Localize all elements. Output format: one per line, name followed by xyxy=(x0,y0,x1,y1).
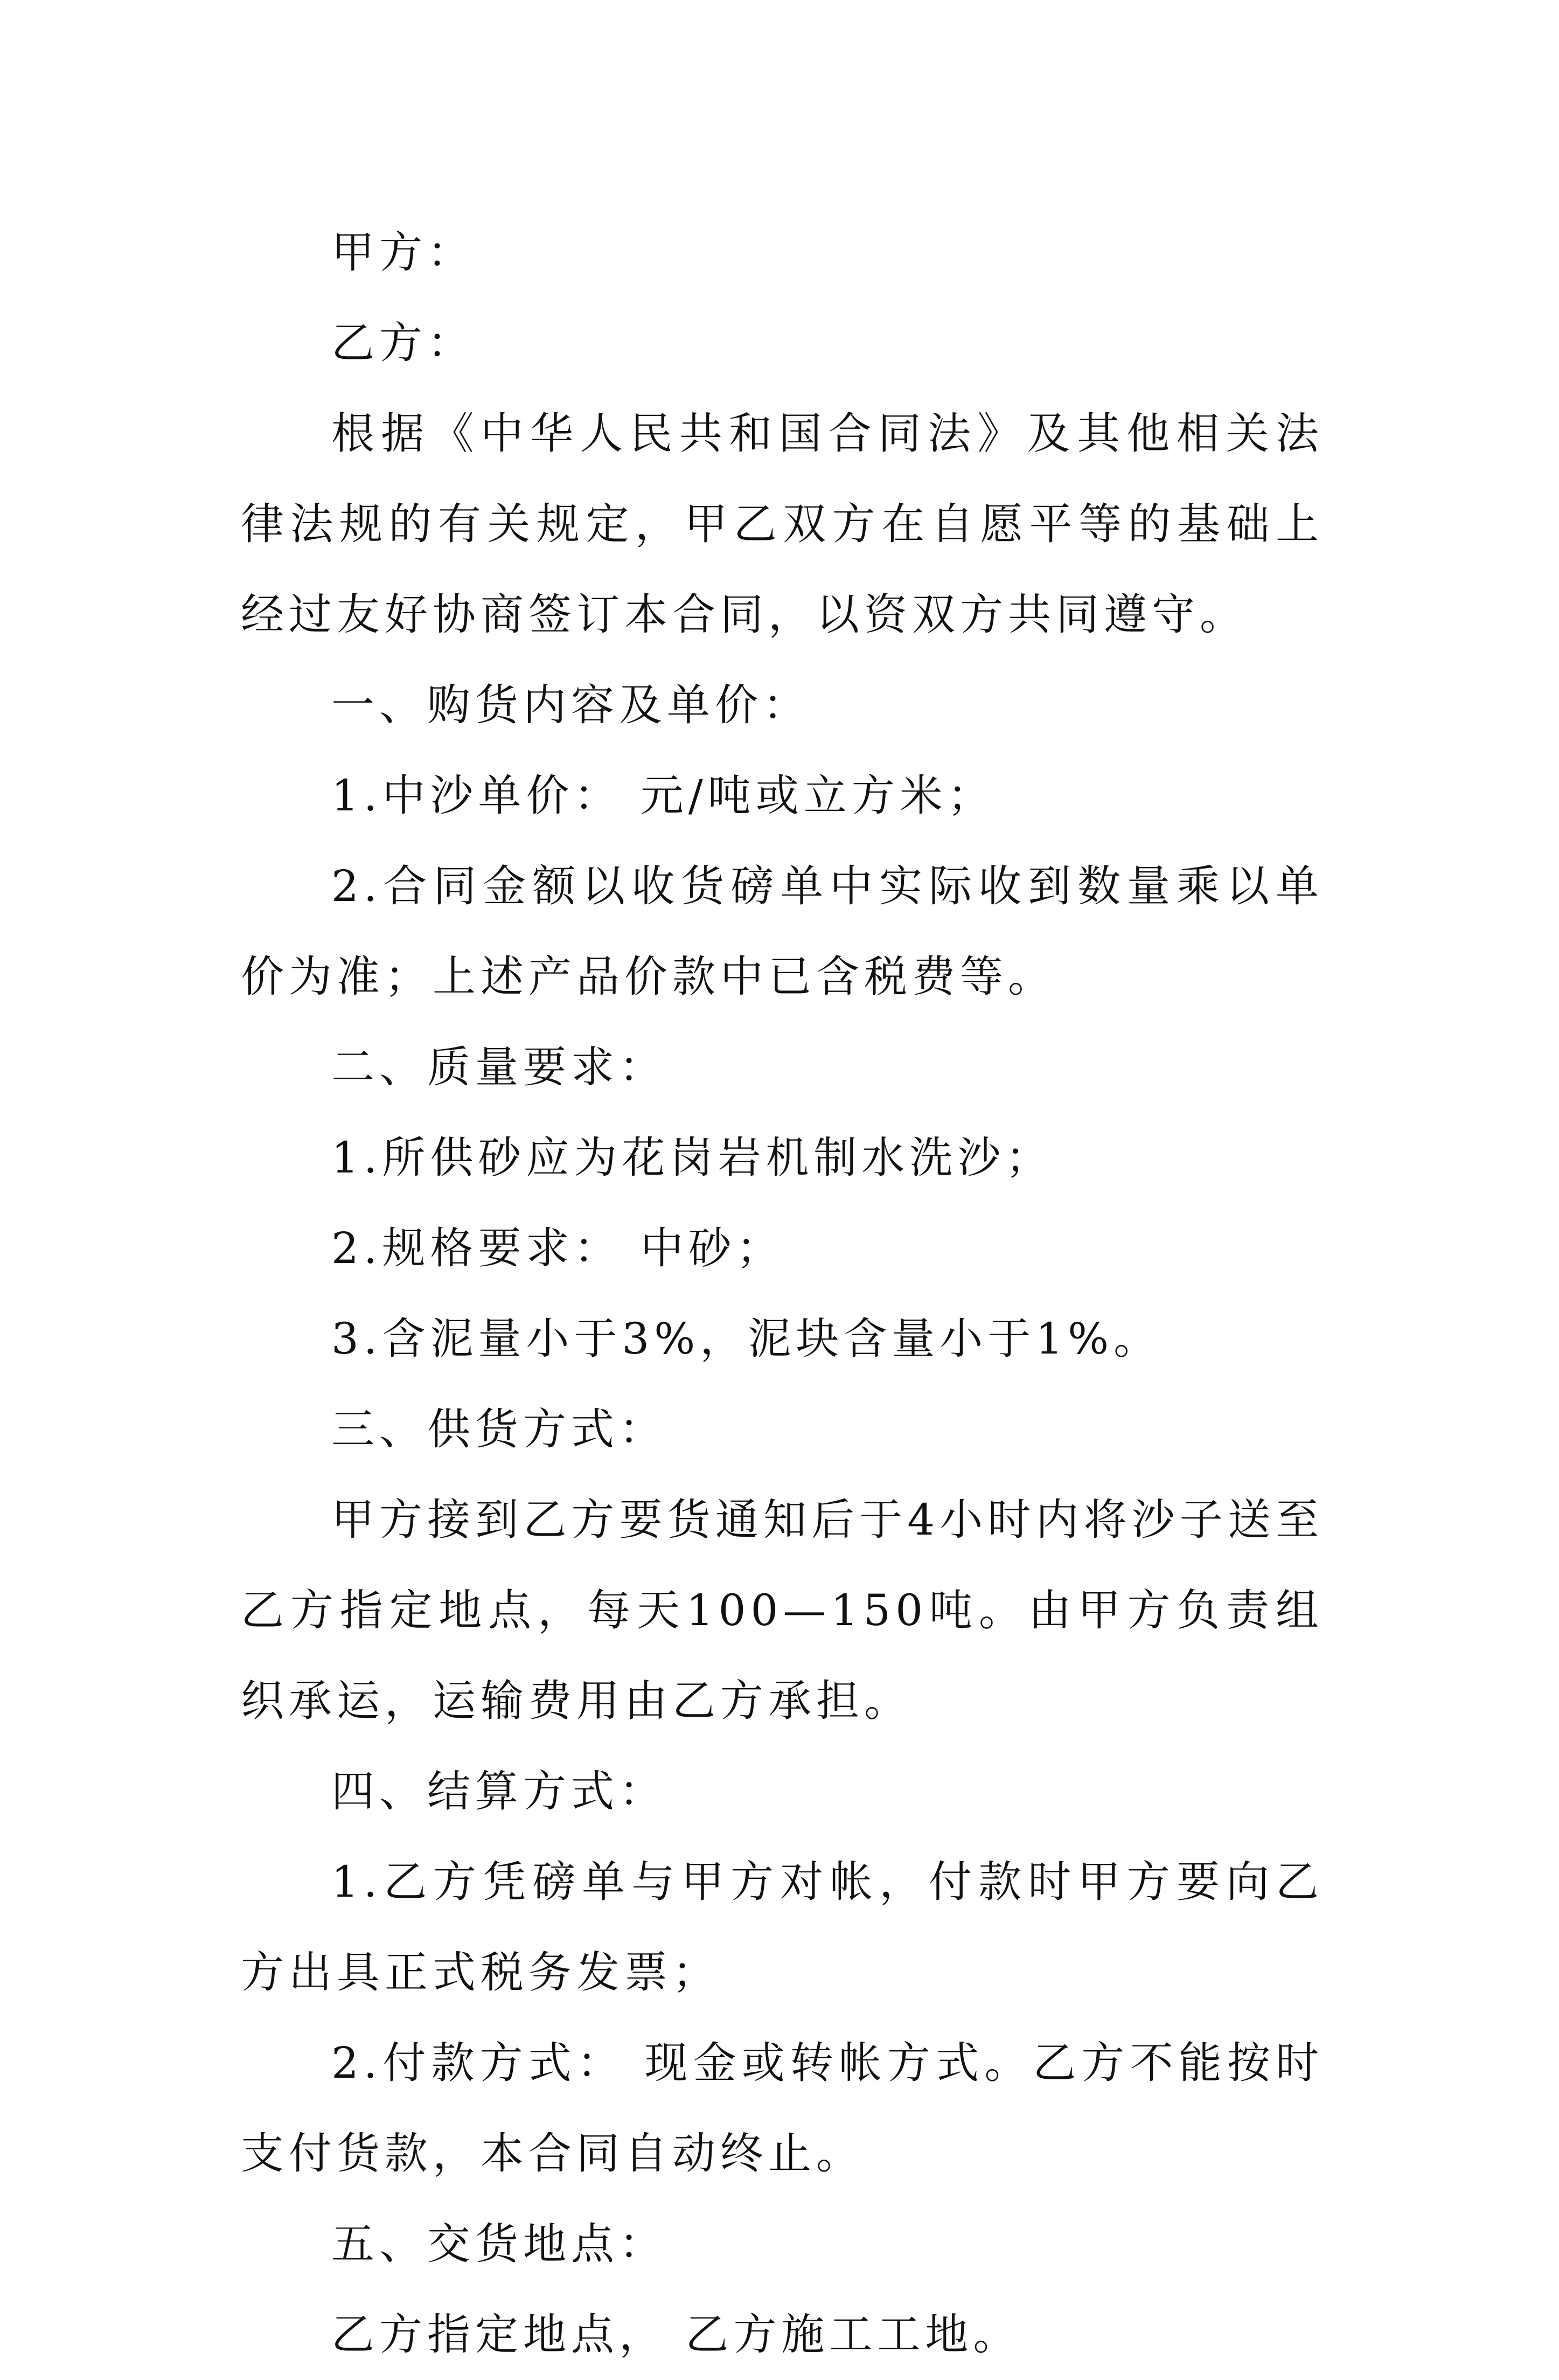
clause-sand-type: 1.所供砂应为花岗岩机制水洗沙； xyxy=(331,1133,1054,1183)
section-heading-delivery-location: 五、交货地点： xyxy=(331,2219,667,2269)
clause-delivery-location: 乙方指定地点， 乙方施工工地。 xyxy=(331,2309,1021,2360)
clause-delivery-schedule: 甲方接到乙方要货通知后于4小时内将沙子送至乙方指定地点，每天100—150吨。由甲方负责组织承运，运输费用由乙方承担。 xyxy=(241,1495,1324,1726)
clause-specification: 2.规格要求： 中砂； xyxy=(331,1223,784,1273)
party-b-label: 乙方： xyxy=(331,318,475,368)
clause-mud-content: 3.含泥量小于3%，泥块含量小于1%。 xyxy=(331,1314,1162,1364)
clause-contract-amount: 2.合同金额以收货磅单中实际收到数量乘以单价为准；上述产品价款中已含税费等。 xyxy=(241,861,1324,1002)
section-heading-supply-method: 三、供货方式： xyxy=(331,1404,667,1454)
document-body xyxy=(241,207,1324,2380)
section-heading-goods-price: 一、购货内容及单价： xyxy=(331,680,811,730)
clause-payment-method: 2.付款方式： 现金或转帐方式。乙方不能按时支付货款，本合同自动终止。 xyxy=(241,2038,1324,2178)
section-heading-settlement: 四、结算方式： xyxy=(331,1766,667,1816)
preamble-paragraph: 根据《中华人民共和国合同法》及其他相关法律法规的有关规定，甲乙双方在自愿平等的基础上经过友好协商签订本合同，以资双方共同遵守。 xyxy=(241,408,1324,640)
section-heading-quality: 二、质量要求： xyxy=(331,1042,667,1092)
clause-sand-unit-price: 1.中沙单价： 元/吨或立方米； xyxy=(331,771,996,821)
party-a-label: 甲方： xyxy=(331,227,475,277)
clause-reconciliation: 1.乙方凭磅单与甲方对帐，付款时甲方要向乙方出具正式税务发票； xyxy=(241,1857,1324,1997)
